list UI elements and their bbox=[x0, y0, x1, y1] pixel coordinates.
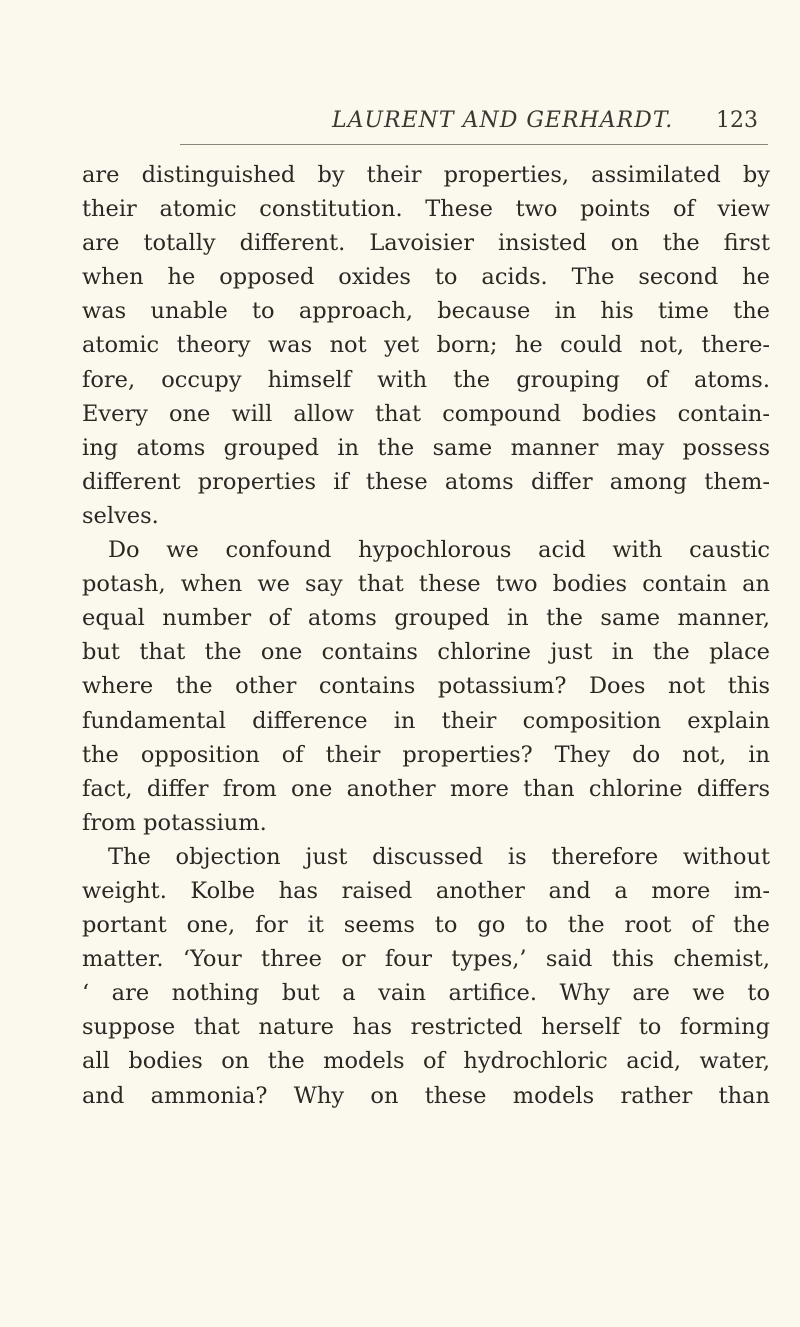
text-line: ‘ are nothing but a vain artifice. Why are we to bbox=[82, 980, 770, 1007]
text-line: matter. ‘Your three or four types,’ said this chemist, bbox=[82, 946, 770, 973]
text-line: where the other contains potassium? Does not this bbox=[82, 673, 770, 700]
text-line: equal number of atoms grouped in the same manner, bbox=[82, 605, 770, 632]
text-line: ing atoms grouped in the same manner may possess bbox=[82, 434, 770, 461]
text-line: fact, differ from one another more than chlorine differs bbox=[82, 775, 770, 802]
text-line: the opposition of their properties? They do not, in bbox=[82, 741, 770, 768]
text-line: but that the one contains chlorine just in the place bbox=[82, 639, 770, 666]
text-line: weight. Kolbe has raised another and a more im- bbox=[82, 877, 770, 904]
text-line: their atomic constitution. These two points of view bbox=[82, 196, 770, 223]
text-line: atomic theory was not yet born; he could not, there- bbox=[82, 332, 770, 359]
header-rule bbox=[180, 144, 768, 145]
paragraph-first-line: The objection just discussed is therefore without bbox=[108, 843, 770, 870]
paragraph-first-line: Do we confound hypochlorous acid with caustic bbox=[108, 537, 770, 564]
text-line: when he opposed oxides to acids. The second he bbox=[82, 264, 770, 291]
running-head bbox=[0, 104, 800, 144]
text-line: different properties if these atoms differ among them- bbox=[82, 468, 770, 495]
text-line: was unable to approach, because in his time the bbox=[82, 298, 770, 325]
text-line: and ammonia? Why on these models rather than bbox=[82, 1082, 770, 1109]
text-line: fore, occupy himself with the grouping of atoms. bbox=[82, 366, 770, 393]
text-line: all bodies on the models of hydrochloric acid, water, bbox=[82, 1048, 770, 1075]
text-line: selves. bbox=[82, 502, 159, 529]
text-line: are totally different. Lavoisier insisted on the first bbox=[82, 230, 770, 257]
page-number: 123 bbox=[716, 108, 758, 133]
text-line: fundamental difference in their composition explain bbox=[82, 707, 770, 734]
text-line: suppose that nature has restricted herself to forming bbox=[82, 1014, 770, 1041]
body-text bbox=[82, 158, 770, 1113]
running-title: LAURENT AND GERHARDT. bbox=[332, 108, 674, 133]
text-line: are distinguished by their properties, assimilated by bbox=[82, 162, 770, 188]
text-line: portant one, for it seems to go to the root of the bbox=[82, 912, 770, 939]
text-line: from potassium. bbox=[82, 809, 267, 836]
text-line: potash, when we say that these two bodies contain an bbox=[82, 571, 770, 598]
text-line: Every one will allow that compound bodies contain- bbox=[82, 400, 770, 427]
